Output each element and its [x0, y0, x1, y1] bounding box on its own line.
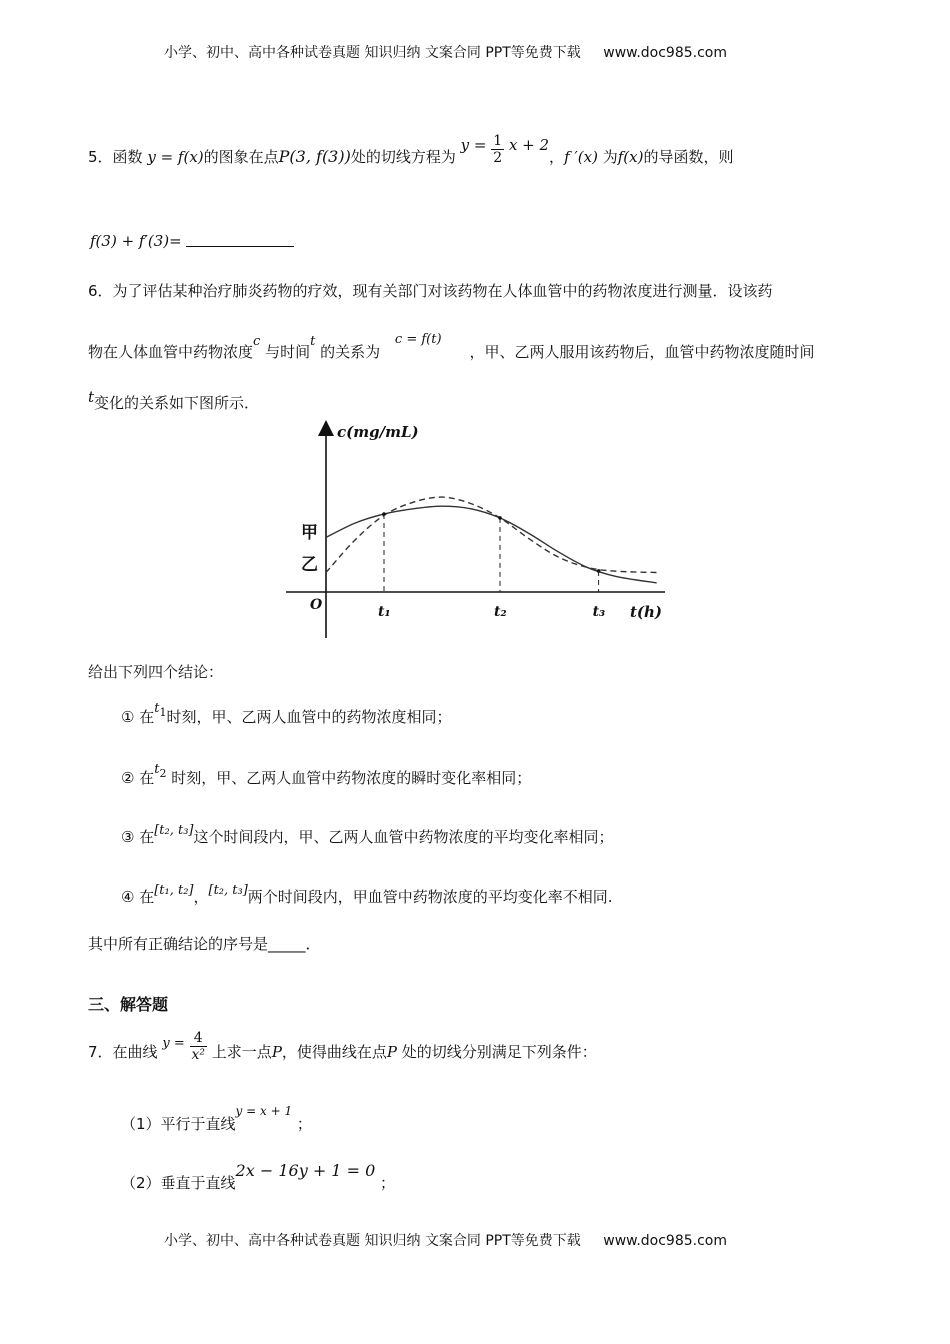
question-5-line2 [90, 216, 294, 250]
x-axis-label: t(h) [630, 603, 663, 621]
q5-frac-num: 1 [493, 133, 503, 149]
q6-line2-b: 与时间 [265, 343, 311, 361]
q6-var-t2: t [88, 388, 95, 406]
q7-lhs: y = [162, 1036, 185, 1051]
question-5-line1 [88, 133, 734, 174]
conclusion-4 [121, 883, 613, 907]
x-tick-label-t1: t₁ [378, 604, 391, 620]
conclusion-2-math: t [154, 762, 160, 777]
q7-frac-num: 4 [190, 1030, 208, 1047]
question-6-line2 [88, 332, 815, 362]
conclusion-4-math-2: [t₂, t₃] [208, 883, 248, 898]
legend-jia: 甲 [301, 523, 318, 543]
section-title: 三、解答题 [88, 995, 169, 1014]
conclusion-3 [121, 823, 614, 847]
q7-text-3: ，使得曲线在点 [281, 1043, 387, 1061]
conclusion-2 [121, 762, 532, 788]
q5-text-2: 的图象在点 [203, 148, 279, 166]
conclusion-1-sub: 1 [159, 706, 167, 719]
q7-sub-1-math: y = x + 1 [235, 1104, 293, 1118]
intersection-point-2 [498, 516, 502, 520]
q7-point-1: P [271, 1043, 282, 1061]
q5-fx: f(x) [617, 148, 644, 166]
question-7-line [88, 1030, 597, 1069]
q5-sep: ， [549, 148, 565, 166]
q7-text-2: 上求一点 [211, 1043, 272, 1061]
q6-relation: c = f(t) [394, 332, 442, 347]
conclusion-2-text: 时刻，甲、乙两人血管中药物浓度的瞬时变化率相同； [171, 769, 532, 787]
page-header [164, 42, 727, 62]
intersection-point-3 [597, 569, 601, 573]
q5-text-3: 处的切线方程为 [350, 148, 456, 166]
q7-sub-2-math: 2x − 16y + 1 = 0 [235, 1161, 376, 1180]
q5-answer-blank[interactable] [186, 216, 294, 247]
q5-text-5: 的导函数，则 [643, 148, 734, 166]
q7-point-2: P [386, 1043, 398, 1061]
q6-var-t: t [310, 334, 316, 349]
y-axis-label: c(mg/mL) [337, 423, 419, 441]
conclusion-1-text: 时刻，甲、乙两人血管中的药物浓度相同； [166, 708, 452, 726]
conclusion-1 [121, 701, 452, 727]
legend-yi: 乙 [301, 555, 318, 575]
q5-frac-den: 2 [493, 150, 503, 166]
footer-url[interactable]: www.doc985.com [603, 1233, 727, 1249]
q7-sub-1 [121, 1104, 312, 1134]
conclusion-3-text: 这个时间段内，甲、乙两人血管中药物浓度的平均变化率相同； [193, 828, 614, 846]
question-6-line1 [88, 280, 773, 301]
header-url[interactable]: www.doc985.com [603, 45, 727, 61]
q6-ask: 其中所有正确结论的序号是_____． [88, 935, 321, 953]
conclusion-3-mark: ③ 在 [121, 828, 155, 846]
q7-frac-den: x² [191, 1047, 206, 1063]
q5-math-point: P(3, f(3)) [278, 147, 351, 166]
intersection-point-1 [382, 512, 386, 516]
q6-var-c: c [253, 334, 261, 349]
q7-text-4: 处的切线分别满足下列条件： [401, 1043, 597, 1061]
q5-derivative: f ′(x) [564, 148, 598, 166]
q7-text-1: 在曲线 [112, 1043, 158, 1061]
q5-math-function: y = f(x) [147, 148, 204, 166]
footer-text: 小学、初中、高中各种试卷真题 知识归纳 文案合同 PPT等免费下载 [164, 1233, 581, 1249]
page-footer [164, 1230, 727, 1250]
q7-sub-2-text: （2）垂直于直线 [121, 1174, 236, 1192]
q5-tangent-lhs: y = [460, 136, 487, 154]
q5-expression: f(3) + f′(3)= [90, 232, 182, 250]
q7-number: 7． [88, 1043, 113, 1061]
conclusion-4-text: 两个时间段内，甲血管中药物浓度的平均变化率不相同. [247, 888, 613, 906]
x-tick-label-t2: t₂ [494, 604, 507, 620]
conclusion-1-mark: ① 在 [121, 708, 155, 726]
chart-marks [326, 497, 657, 620]
conclusion-1-math: t [154, 701, 160, 716]
conclusions-intro: 给出下列四个结论： [88, 663, 224, 681]
q6-line1-text: 为了评估某种治疗肺炎药物的疗效，现有关部门对该药物在人体血管中的药物浓度进行测量．设该药 [112, 282, 773, 300]
concentration-chart [280, 420, 670, 645]
q7-fraction [190, 1030, 208, 1063]
q7-sub-1-end: ； [296, 1115, 312, 1133]
q7-sub-1-text: （1）平行于直线 [121, 1115, 236, 1133]
q5-tangent-rhs: x + 2 [508, 136, 550, 154]
conclusion-4-mark: ④ 在 [121, 888, 155, 906]
series-line-jia [326, 506, 657, 583]
q7-sub-2-end: ； [380, 1174, 396, 1192]
q5-fraction [491, 133, 504, 166]
q6-line2-c: 的关系为 [320, 343, 381, 361]
q7-sub-2 [121, 1161, 396, 1193]
q5-text-4: 为 [602, 148, 618, 166]
conclusion-4-sep: ， [193, 888, 209, 906]
question-6-line3 [88, 388, 260, 413]
conclusion-3-math: [t₂, t₃] [154, 823, 194, 838]
origin-label: O [310, 597, 323, 613]
q5-number: 5． [88, 148, 113, 166]
q6-line2-a: 物在人体血管中药物浓度 [88, 343, 254, 361]
q6-number: 6． [88, 282, 113, 300]
q6-line3-text: 变化的关系如下图所示． [94, 394, 260, 412]
header-text: 小学、初中、高中各种试卷真题 知识归纳 文案合同 PPT等免费下载 [164, 45, 581, 61]
q6-line2-d: ，甲、乙两人服用该药物后，血管中药物浓度随时间 [469, 343, 815, 361]
conclusion-4-math-1: [t₁, t₂] [154, 883, 194, 898]
conclusion-2-mark: ② 在 [121, 769, 155, 787]
series-line-yi [326, 497, 657, 572]
x-tick-label-t3: t₃ [592, 604, 606, 620]
conclusion-2-sub: 2 [159, 767, 167, 780]
q5-text-1: 函数 [112, 148, 143, 166]
